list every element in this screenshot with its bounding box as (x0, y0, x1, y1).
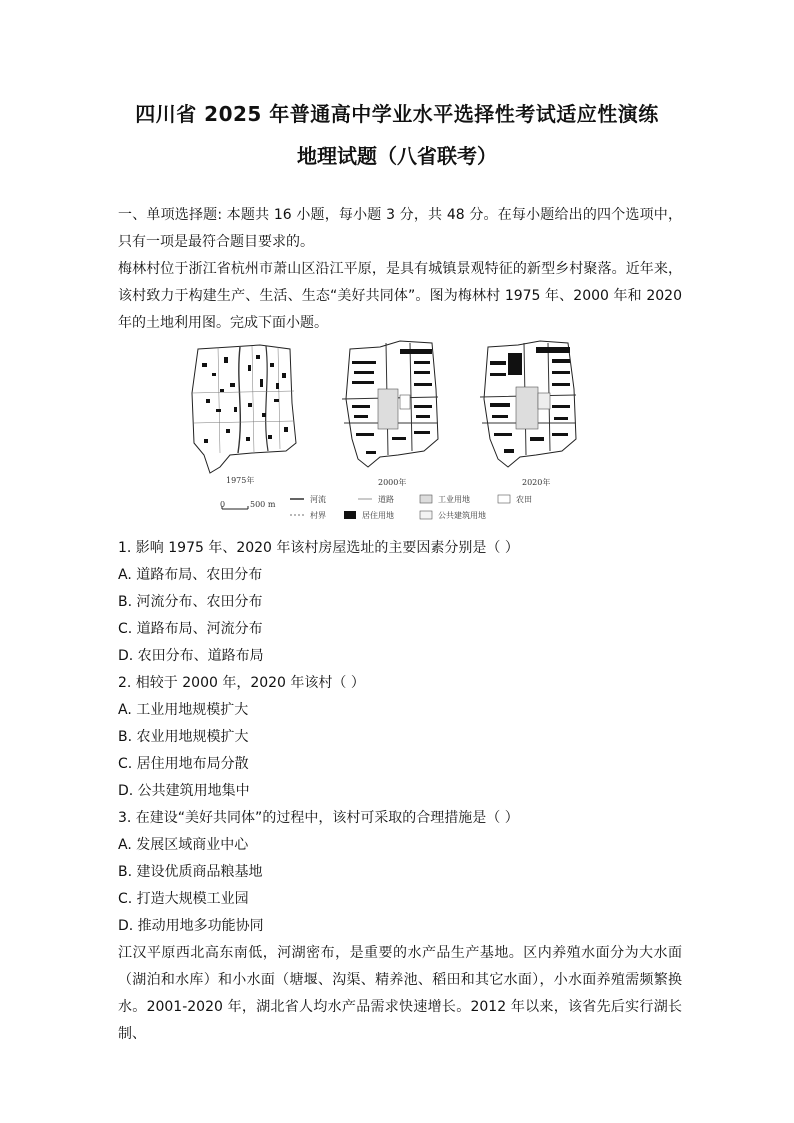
scale-bar (220, 500, 276, 509)
map-2000 (342, 341, 438, 487)
question-stem: 3. 在建设“美好共同体”的过程中，该村可采取的合理措施是（ ） (118, 810, 519, 826)
year-label-2020: 2020年 (522, 478, 551, 487)
exam-title: 四川省 2025 年普通高中学业水平选择性考试适应性演练 (135, 102, 659, 126)
option-c[interactable]: C. 居住用地布局分散 (118, 756, 249, 772)
legend-farmland: 农田 (516, 495, 532, 504)
map-2020 (480, 341, 576, 487)
option-d[interactable]: D. 公共建筑用地集中 (118, 783, 250, 799)
option-c[interactable]: C. 道路布局、河流分布 (118, 621, 263, 637)
legend-public-symbol (420, 511, 432, 519)
legend-residential: 居住用地 (362, 511, 394, 520)
question-stem: 2. 相较于 2000 年，2020 年该村（ ） (118, 675, 365, 691)
question-stem: 1. 影响 1975 年、2020 年该村房屋选址的主要因素分别是（ ） (118, 540, 519, 556)
year-label-1975: 1975年 (226, 476, 255, 485)
passage-meilin: 梅林村位于浙江省杭州市萧山区沿江平原，是具有城镇景观特征的新型乡村聚落。近年来，该村致力于构建生产、生活、生态“美好共同体”。图为梅林村 1975 年、2000 年和 2020 年的土地利用图。完成下面小题。 (118, 261, 682, 331)
option-a[interactable]: A. 发展区域商业中心 (118, 837, 249, 853)
question-2 (118, 670, 682, 805)
legend-industrial-symbol (420, 495, 432, 503)
legend-road: 道路 (378, 495, 394, 504)
question-1 (118, 535, 682, 670)
exam-subtitle: 地理试题（八省联考） (297, 144, 497, 168)
option-c[interactable]: C. 打造大规模工业园 (118, 891, 249, 907)
passage-jianghan: 江汉平原西北高东南低，河湖密布，是重要的水产品生产基地。区内养殖水面分为大水面（湖泊和水库）和小水面（塘堰、沟渠、精养池、稻田和其它水面），小水面养殖需频繁换水。2001-2020 年，湖北省人均水产品需求快速增长。2012 年以来，该省先后实行湖长制、 (118, 945, 682, 1042)
option-b[interactable]: B. 农业用地规模扩大 (118, 729, 249, 745)
year-label-2000: 2000年 (378, 478, 407, 487)
exam-body (118, 202, 682, 1048)
land-use-figure (118, 339, 682, 529)
legend-public: 公共建筑用地 (438, 511, 486, 520)
option-d[interactable]: D. 农田分布、道路布局 (118, 648, 264, 664)
option-b[interactable]: B. 河流分布、农田分布 (118, 594, 263, 610)
map-1975 (192, 345, 296, 485)
question-3 (118, 805, 682, 940)
map-legend (290, 494, 532, 520)
option-d[interactable]: D. 推动用地多功能协同 (118, 918, 264, 934)
legend-boundary: 村界 (310, 511, 326, 520)
option-a[interactable]: A. 工业用地规模扩大 (118, 702, 249, 718)
legend-river: 河流 (310, 495, 326, 504)
section-heading: 一、单项选择题: 本题共 16 小题，每小题 3 分，共 48 分。在每小题给出的四个选项中，只有一项是最符合题目要求的。 (118, 207, 682, 250)
scale-distance: 500 m (250, 500, 276, 509)
option-a[interactable]: A. 道路布局、农田分布 (118, 567, 263, 583)
legend-residential-symbol (344, 511, 356, 519)
legend-farmland-symbol (498, 495, 510, 503)
legend-industrial: 工业用地 (438, 495, 470, 504)
scale-zero: 0 (220, 500, 226, 509)
option-b[interactable]: B. 建设优质商品粮基地 (118, 864, 263, 880)
land-use-maps (118, 339, 682, 529)
